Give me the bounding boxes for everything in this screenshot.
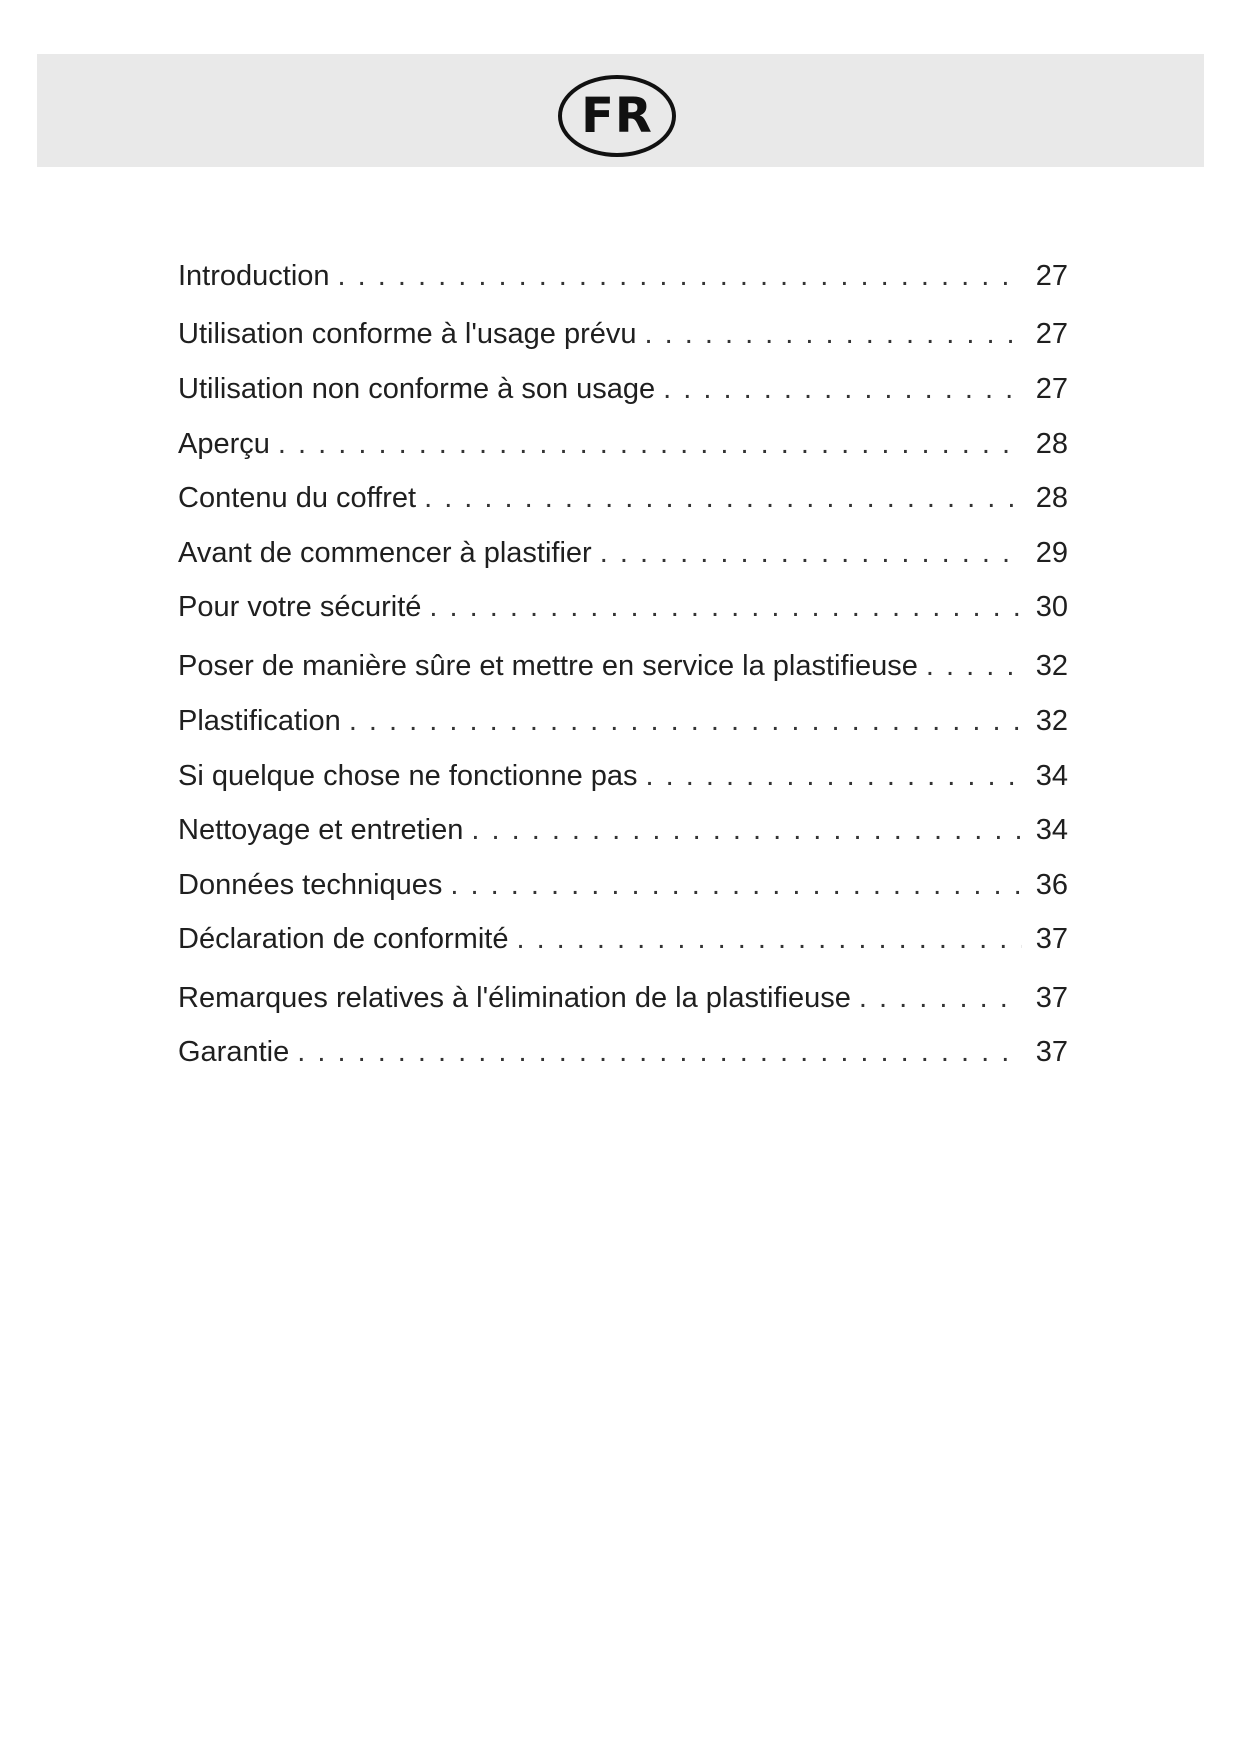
toc-entry-label: Utilisation conforme à l'usage prévu xyxy=(178,318,637,350)
toc-entry-label: Garantie xyxy=(178,1036,290,1068)
toc-entry-warranty[interactable] xyxy=(178,1032,1068,1072)
toc-entry-box-contents[interactable] xyxy=(178,478,1068,518)
dot-leader xyxy=(645,314,1023,354)
toc-entry-page: 30 xyxy=(1035,591,1068,623)
toc-entry-overview[interactable] xyxy=(178,424,1068,464)
toc-entry-intended-use[interactable] xyxy=(178,314,1068,354)
toc-entry-cleaning[interactable] xyxy=(178,810,1068,850)
toc-entry-label: Plastification xyxy=(178,705,341,737)
toc-entry-page: 37 xyxy=(1035,923,1068,955)
toc-entry-label: Si quelque chose ne fonctionne pas xyxy=(178,760,638,792)
toc-entry-label: Poser de manière sûre et mettre en service la plastifieuse xyxy=(178,650,918,682)
toc-entry-page: 27 xyxy=(1035,373,1068,405)
toc-entry-setup[interactable] xyxy=(178,646,1068,686)
toc-entry-improper-use[interactable] xyxy=(178,369,1068,409)
toc-entry-page: 32 xyxy=(1035,705,1068,737)
dot-leader xyxy=(646,756,1022,796)
toc-entry-laminating[interactable] xyxy=(178,701,1068,741)
toc-entry-safety[interactable] xyxy=(178,587,1068,627)
dot-leader xyxy=(349,701,1022,741)
toc-entry-introduction[interactable] xyxy=(178,256,1068,296)
dot-leader xyxy=(278,424,1022,464)
toc-entry-label: Avant de commencer à plastifier xyxy=(178,537,592,569)
dot-leader xyxy=(600,533,1022,573)
toc-entry-declaration[interactable] xyxy=(178,919,1068,959)
toc-entry-label: Nettoyage et entretien xyxy=(178,814,464,846)
toc-entry-page: 34 xyxy=(1035,814,1068,846)
dot-leader xyxy=(297,1032,1022,1072)
toc-entry-label: Contenu du coffret xyxy=(178,482,417,514)
toc-entry-page: 29 xyxy=(1035,537,1068,569)
toc-entry-page: 27 xyxy=(1035,318,1068,350)
toc-entry-label: Déclaration de conformité xyxy=(178,923,509,955)
toc-entry-label: Remarques relatives à l'élimination de la plastifieuse xyxy=(178,982,851,1014)
language-badge: FR xyxy=(558,75,676,157)
dot-leader xyxy=(663,369,1022,409)
toc-entry-label: Pour votre sécurité xyxy=(178,591,422,623)
toc-entry-page: 28 xyxy=(1035,428,1068,460)
toc-entry-page: 27 xyxy=(1035,260,1068,292)
toc-entry-troubleshooting[interactable] xyxy=(178,756,1068,796)
dot-leader xyxy=(926,646,1022,686)
dot-leader xyxy=(471,810,1022,850)
toc-entry-label: Aperçu xyxy=(178,428,270,460)
toc-entry-label: Introduction xyxy=(178,260,330,292)
toc-entry-label: Utilisation non conforme à son usage xyxy=(178,373,656,405)
toc-entry-before-laminating[interactable] xyxy=(178,533,1068,573)
dot-leader xyxy=(859,978,1022,1018)
dot-leader xyxy=(338,256,1022,296)
toc-entry-technical-data[interactable] xyxy=(178,865,1068,905)
toc-entry-page: 28 xyxy=(1035,482,1068,514)
toc-entry-page: 36 xyxy=(1035,869,1068,901)
dot-leader xyxy=(516,919,1022,959)
toc-entry-disposal[interactable] xyxy=(178,978,1068,1018)
toc-entry-page: 32 xyxy=(1035,650,1068,682)
dot-leader xyxy=(424,478,1022,518)
dot-leader xyxy=(450,865,1022,905)
toc-entry-page: 37 xyxy=(1035,982,1068,1014)
toc-entry-page: 37 xyxy=(1035,1036,1068,1068)
toc-entry-page: 34 xyxy=(1035,760,1068,792)
dot-leader xyxy=(429,587,1022,627)
toc-entry-label: Données techniques xyxy=(178,869,443,901)
